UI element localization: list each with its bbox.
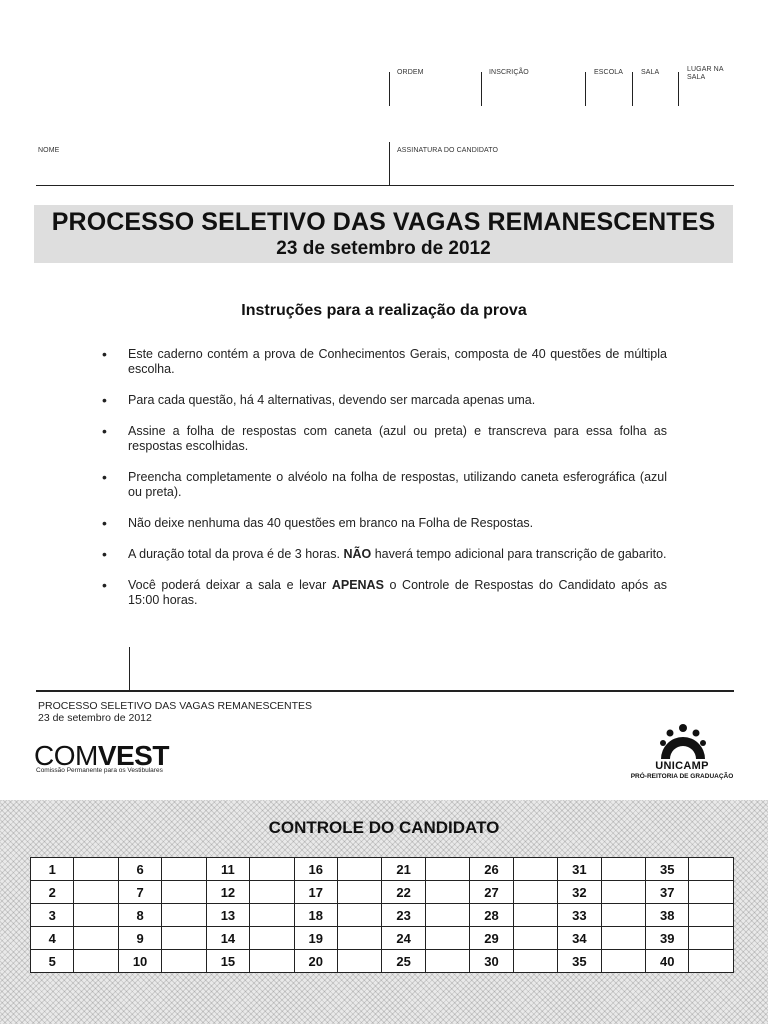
instruction-item: • A duração total da prova é de 3 horas. NÃO haverá tempo adicional para transcrição de gabarito.: [102, 546, 667, 562]
question-number: 9: [118, 927, 161, 950]
grid-row: [31, 950, 734, 973]
question-number: 28: [470, 904, 513, 927]
question-number: 34: [558, 927, 601, 950]
instruction-item: • Este caderno contém a prova de Conhecimentos Gerais, composta de 40 questões de múltipla escolha.: [102, 346, 667, 376]
bullet-icon: •: [102, 346, 107, 362]
instruction-item: • Assine a folha de respostas com caneta (azul ou preta) e transcreva para essa folha as respostas escolhidas.: [102, 423, 667, 453]
field-label-sala: SALA: [641, 69, 660, 76]
answer-box[interactable]: [74, 950, 118, 973]
field-label-escola: ESCOLA: [594, 69, 623, 76]
question-number: 29: [470, 927, 513, 950]
field-divider: [481, 72, 482, 106]
question-number: 15: [206, 950, 249, 973]
answer-control-grid: [30, 857, 734, 973]
answer-box[interactable]: [425, 927, 469, 950]
answer-box[interactable]: [513, 904, 557, 927]
name-signature-line: [36, 185, 734, 186]
grid-row: [31, 881, 734, 904]
answer-box[interactable]: [162, 881, 206, 904]
field-divider: [632, 72, 633, 106]
answer-box[interactable]: [513, 881, 557, 904]
answer-box[interactable]: [689, 950, 734, 973]
control-title: CONTROLE DO CANDIDATO: [268, 818, 500, 837]
question-number: 13: [206, 904, 249, 927]
answer-box[interactable]: [513, 950, 557, 973]
title-banner: [34, 205, 733, 263]
instructions-title: Instruções para a realização da prova: [241, 302, 527, 319]
answer-box[interactable]: [250, 881, 294, 904]
field-label-inscricao: INSCRIÇÃO: [489, 69, 529, 76]
answer-box[interactable]: [338, 950, 382, 973]
bullet-icon: •: [102, 577, 107, 593]
question-number: 6: [118, 858, 161, 881]
field-label-ordem: ORDEM: [397, 69, 424, 76]
question-number: 16: [294, 858, 337, 881]
bullet-icon: •: [102, 392, 107, 408]
answer-box[interactable]: [425, 858, 469, 881]
answer-box[interactable]: [162, 927, 206, 950]
question-number: 3: [31, 904, 74, 927]
answer-box[interactable]: [338, 904, 382, 927]
question-number: 26: [470, 858, 513, 881]
field-label-lugar: LUGAR NA SALA: [687, 66, 724, 81]
bullet-icon: •: [102, 423, 107, 439]
field-label-assinatura: ASSINATURA DO CANDIDATO: [397, 147, 499, 154]
question-number: 2: [31, 881, 74, 904]
grid-row: [31, 904, 734, 927]
bullet-icon: •: [102, 469, 107, 485]
answer-box[interactable]: [250, 927, 294, 950]
instruction-item: • Não deixe nenhuma das 40 questões em branco na Folha de Respostas.: [102, 515, 534, 531]
question-number: 5: [31, 950, 74, 973]
grid-row: [31, 858, 734, 881]
footer-title: PROCESSO SELETIVO DAS VAGAS REMANESCENTES: [38, 700, 313, 712]
answer-box[interactable]: [250, 904, 294, 927]
answer-box[interactable]: [425, 881, 469, 904]
instructions-list: [100, 347, 667, 624]
instruction-item: • Preencha completamente o alvéolo na folha de respostas, utilizando caneta esferográfica (azul ou preta).: [102, 469, 667, 499]
answer-box[interactable]: [338, 881, 382, 904]
field-divider: [678, 72, 679, 106]
question-number: 38: [646, 904, 689, 927]
answer-box[interactable]: [74, 858, 118, 881]
answer-box[interactable]: [601, 904, 645, 927]
question-number: 32: [558, 881, 601, 904]
answer-box[interactable]: [425, 904, 469, 927]
answer-box[interactable]: [601, 858, 645, 881]
answer-box[interactable]: [74, 904, 118, 927]
question-number: 10: [118, 950, 161, 973]
question-number: 20: [294, 950, 337, 973]
comvest-subtitle: Comissão Permanente para os Vestibulares: [36, 767, 163, 774]
field-divider: [585, 72, 586, 106]
unicamp-subtitle: PRÓ-REITORIA DE GRADUAÇÃO: [630, 773, 734, 780]
cut-line: [36, 690, 734, 692]
answer-box[interactable]: [513, 927, 557, 950]
answer-box[interactable]: [162, 950, 206, 973]
question-number: 40: [646, 950, 689, 973]
question-number: 35: [646, 858, 689, 881]
answer-box[interactable]: [74, 881, 118, 904]
answer-box[interactable]: [338, 927, 382, 950]
answer-box[interactable]: [250, 858, 294, 881]
question-number: 18: [294, 904, 337, 927]
answer-box[interactable]: [250, 950, 294, 973]
answer-box[interactable]: [601, 881, 645, 904]
field-divider: [389, 72, 390, 106]
answer-box[interactable]: [601, 950, 645, 973]
question-number: 21: [382, 858, 425, 881]
grid-row: [31, 927, 734, 950]
field-divider: [389, 142, 390, 186]
question-number: 14: [206, 927, 249, 950]
answer-box[interactable]: [162, 858, 206, 881]
unicamp-wordmark: UNICAMP: [655, 760, 709, 772]
question-number: 39: [646, 927, 689, 950]
comvest-logo: COMVEST: [34, 740, 169, 771]
question-number: 31: [558, 858, 601, 881]
instruction-item: • Para cada questão, há 4 alternativas, devendo ser marcada apenas uma.: [102, 392, 536, 408]
answer-box[interactable]: [74, 927, 118, 950]
answer-box[interactable]: [689, 904, 734, 927]
question-number: 24: [382, 927, 425, 950]
exam-title: PROCESSO SELETIVO DAS VAGAS REMANESCENTES: [51, 208, 716, 236]
question-number: 22: [382, 881, 425, 904]
instruction-item: • Você poderá deixar a sala e levar APENAS o Controle de Respostas do Candidato após as 15:00 horas.: [102, 577, 667, 607]
answer-box[interactable]: [338, 858, 382, 881]
question-number: 30: [470, 950, 513, 973]
exam-date: 23 de setembro de 2012: [276, 238, 491, 259]
answer-box[interactable]: [601, 927, 645, 950]
question-number: 7: [118, 881, 161, 904]
question-number: 37: [646, 881, 689, 904]
answer-box[interactable]: [425, 950, 469, 973]
footer-date: 23 de setembro de 2012: [38, 712, 152, 724]
answer-box[interactable]: [689, 858, 734, 881]
question-number: 1: [31, 858, 74, 881]
question-number: 23: [382, 904, 425, 927]
question-number: 12: [206, 881, 249, 904]
question-number: 19: [294, 927, 337, 950]
question-number: 33: [558, 904, 601, 927]
field-label-nome: NOME: [38, 147, 60, 154]
question-number: 8: [118, 904, 161, 927]
answer-box[interactable]: [162, 904, 206, 927]
cut-marker: [129, 647, 130, 691]
question-number: 17: [294, 881, 337, 904]
question-number: 4: [31, 927, 74, 950]
question-number: 25: [382, 950, 425, 973]
answer-box[interactable]: [689, 881, 734, 904]
question-number: 27: [470, 881, 513, 904]
answer-box[interactable]: [689, 927, 734, 950]
unicamp-logo-icon: [658, 722, 708, 760]
question-number: 11: [206, 858, 249, 881]
bullet-icon: •: [102, 515, 107, 531]
bullet-icon: •: [102, 546, 107, 562]
answer-box[interactable]: [513, 858, 557, 881]
question-number: 35: [558, 950, 601, 973]
